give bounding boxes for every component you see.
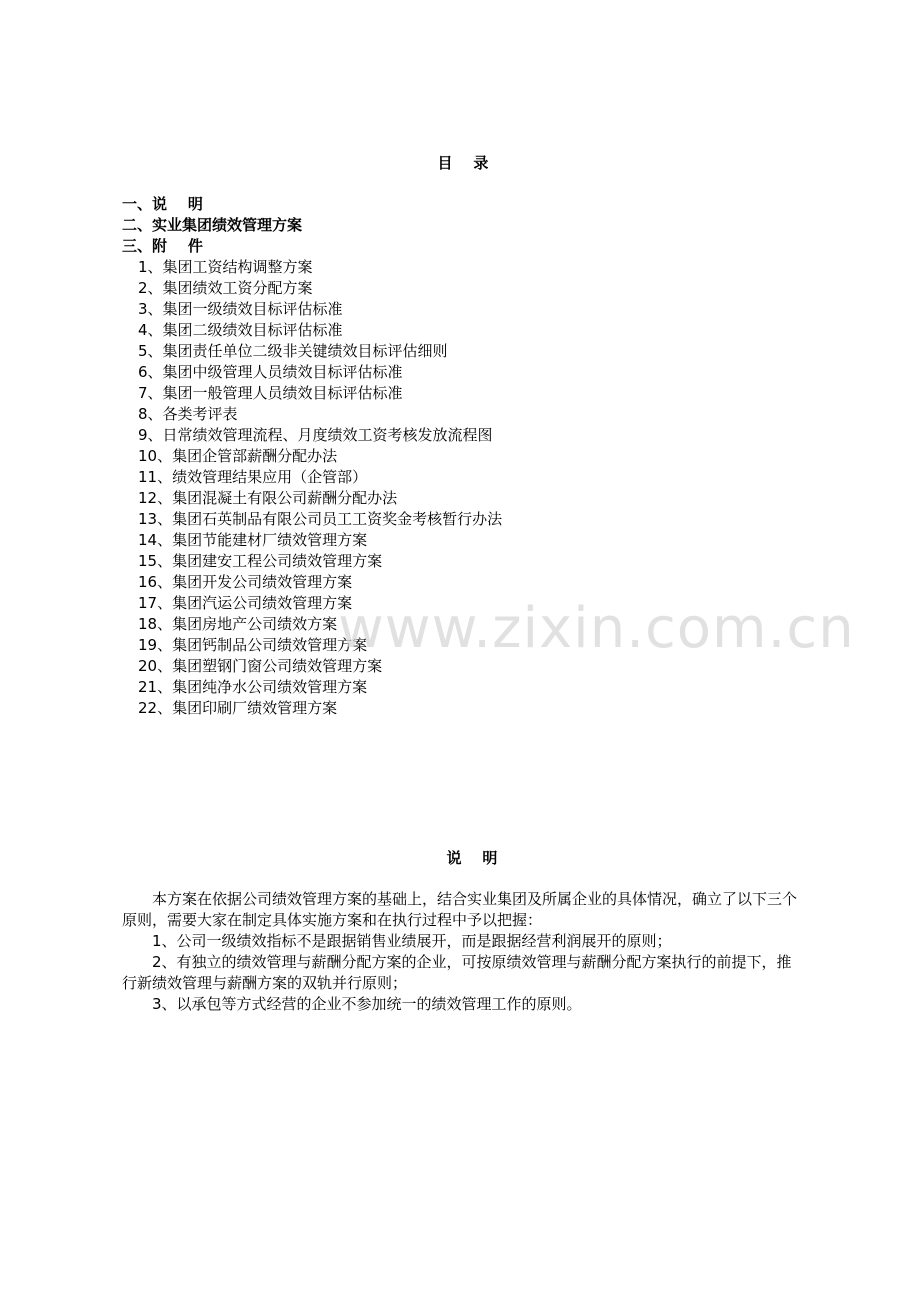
intro-paragraph: 1、公司一级绩效指标不是跟据销售业绩展开，而是跟据经营利润展开的原则； xyxy=(152,932,672,950)
intro-paragraph: 3、以承包等方式经营的企业不参加统一的绩效管理工作的原则。 xyxy=(152,995,582,1013)
toc-attachment-item: 4、集团二级绩效目标评估标准 xyxy=(138,321,343,339)
intro-paragraph: 本方案在依据公司绩效管理方案的基础上，结合实业集团及所属企业的具体情况，确立了以下三个原则，需要大家在制定具体实施方案和在执行过程中予以把握： xyxy=(122,890,798,929)
toc-sections xyxy=(122,194,302,257)
toc-attachment-item: 15、集团建安工程公司绩效管理方案 xyxy=(138,552,383,570)
toc-attachment-list xyxy=(138,257,502,719)
toc-section-3: 三、附 件 xyxy=(122,237,203,255)
toc-section-2: 二、实业集团绩效管理方案 xyxy=(122,216,303,234)
toc-attachment-item: 5、集团责任单位二级非关键绩效目标评估细则 xyxy=(138,342,448,360)
toc-attachment-item: 11、绩效管理结果应用（企管部） xyxy=(138,468,368,486)
intro-body xyxy=(122,889,806,1015)
intro-paragraph: 2、有独立的绩效管理与薪酬分配方案的企业，可按原绩效管理与薪酬分配方案执行的前提下，推行新绩效管理与薪酬方案的双轨并行原则； xyxy=(122,953,792,992)
toc-attachment-item: 14、集团节能建材厂绩效管理方案 xyxy=(138,531,368,549)
toc-attachment-item: 6、集团中级管理人员绩效目标评估标准 xyxy=(138,363,403,381)
toc-attachment-item: 13、集团石英制品有限公司员工工资奖金考核暂行办法 xyxy=(138,510,503,528)
toc-attachment-item: 20、集团塑钢门窗公司绩效管理方案 xyxy=(138,657,383,675)
toc-attachment-item: 19、集团钙制品公司绩效管理方案 xyxy=(138,636,368,654)
toc-attachment-item: 8、各类考评表 xyxy=(138,405,238,423)
toc-attachment-item: 22、集团印刷厂绩效管理方案 xyxy=(138,699,338,717)
toc-attachment-item: 1、集团工资结构调整方案 xyxy=(138,258,313,276)
toc-attachment-item: 10、集团企管部薪酬分配办法 xyxy=(138,447,338,465)
toc-attachment-item: 9、日常绩效管理流程、月度绩效工资考核发放流程图 xyxy=(138,426,493,444)
toc-section-1: 一、说 明 xyxy=(122,195,203,213)
toc-attachment-item: 17、集团汽运公司绩效管理方案 xyxy=(138,594,353,612)
toc-attachment-item: 18、集团房地产公司绩效方案 xyxy=(138,615,338,633)
toc-attachment-item: 16、集团开发公司绩效管理方案 xyxy=(138,573,353,591)
toc-attachment-item: 2、集团绩效工资分配方案 xyxy=(138,279,313,297)
toc-title: 目 录 xyxy=(437,154,489,172)
toc-attachment-item: 7、集团一般管理人员绩效目标评估标准 xyxy=(138,384,403,402)
toc-attachment-item: 3、集团一级绩效目标评估标准 xyxy=(138,300,343,318)
watermark-text: www.zixin.com.cn xyxy=(338,596,855,661)
intro-title: 说 明 xyxy=(446,849,498,867)
toc-attachment-item: 12、集团混凝土有限公司薪酬分配办法 xyxy=(138,489,398,507)
toc-attachment-item: 21、集团纯净水公司绩效管理方案 xyxy=(138,678,368,696)
